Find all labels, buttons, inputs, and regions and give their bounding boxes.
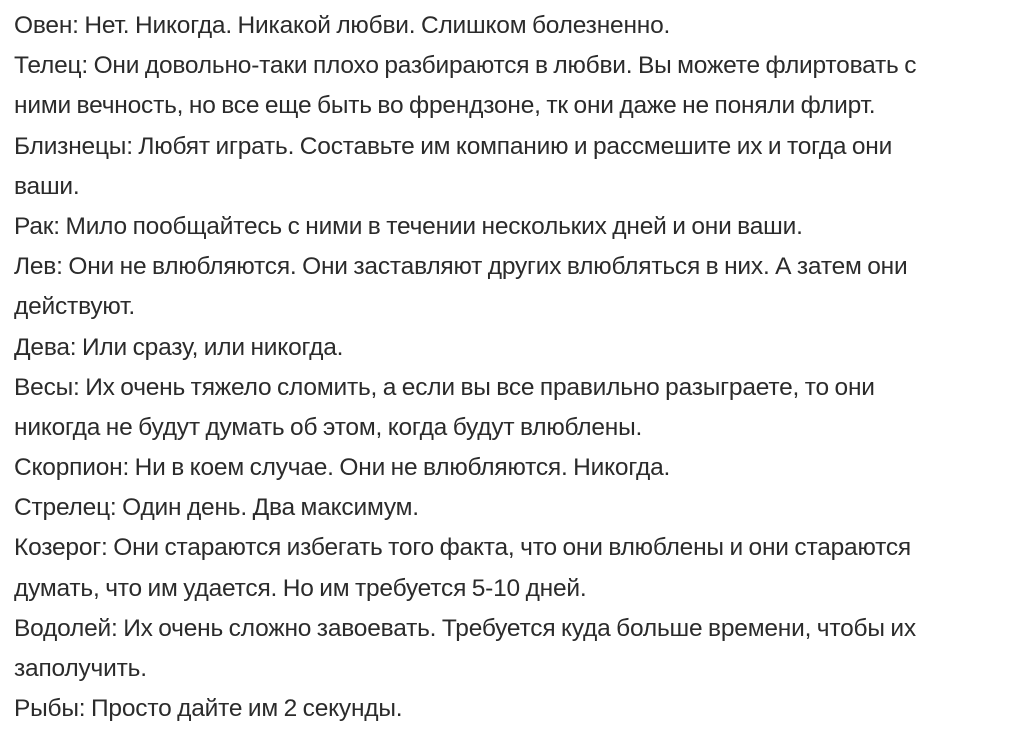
text-line: Стрелец: Один день. Два максимум. [14,494,419,522]
text-line: Весы: Их очень тяжело сломить, а если вы все правильно разыграете, то они [14,373,875,401]
text-line: ваши. [14,172,80,200]
text-line: Дева: Или сразу, или никогда. [14,333,344,361]
text-line: Телец: Они довольно-таки плохо разбираются в любви. Вы можете флиртовать с [14,52,917,80]
text-line: заполучить. [14,655,147,682]
text-line: Лев: Они не влюбляются. Они заставляют других влюбляться в них. А затем они [14,253,908,281]
text-line: ними вечность, но все еще быть во френдзоне, тк они даже не поняли флирт. [14,92,876,120]
text-line: Козерог: Они стараются избегать того факта, что они влюблены и они стараются [14,534,911,562]
text-line: Близнецы: Любят играть. Составьте им компанию и рассмешите их и тогда они [14,132,893,160]
text-line: думать, что им удается. Но им требуется 5-10 дней. [14,574,587,602]
text-line: Рак: Мило пообщайтесь с ними в течении нескольких дней и они ваши. [14,212,803,240]
text-line: Водолей: Их очень сложно завоевать. Требуется куда больше времени, чтобы их [14,614,916,642]
text-line: Овен: Нет. Никогда. Никакой любви. Слишком болезненно. [14,12,671,39]
text-line: никогда не будут думать об этом, когда будут влюблены. [14,413,643,441]
text-line: Скорпион: Ни в коем случае. Они не влюбляются. Никогда. [14,454,671,482]
text-line: действуют. [14,293,135,321]
text-line: Рыбы: Просто дайте им 2 секунды. [14,695,403,723]
